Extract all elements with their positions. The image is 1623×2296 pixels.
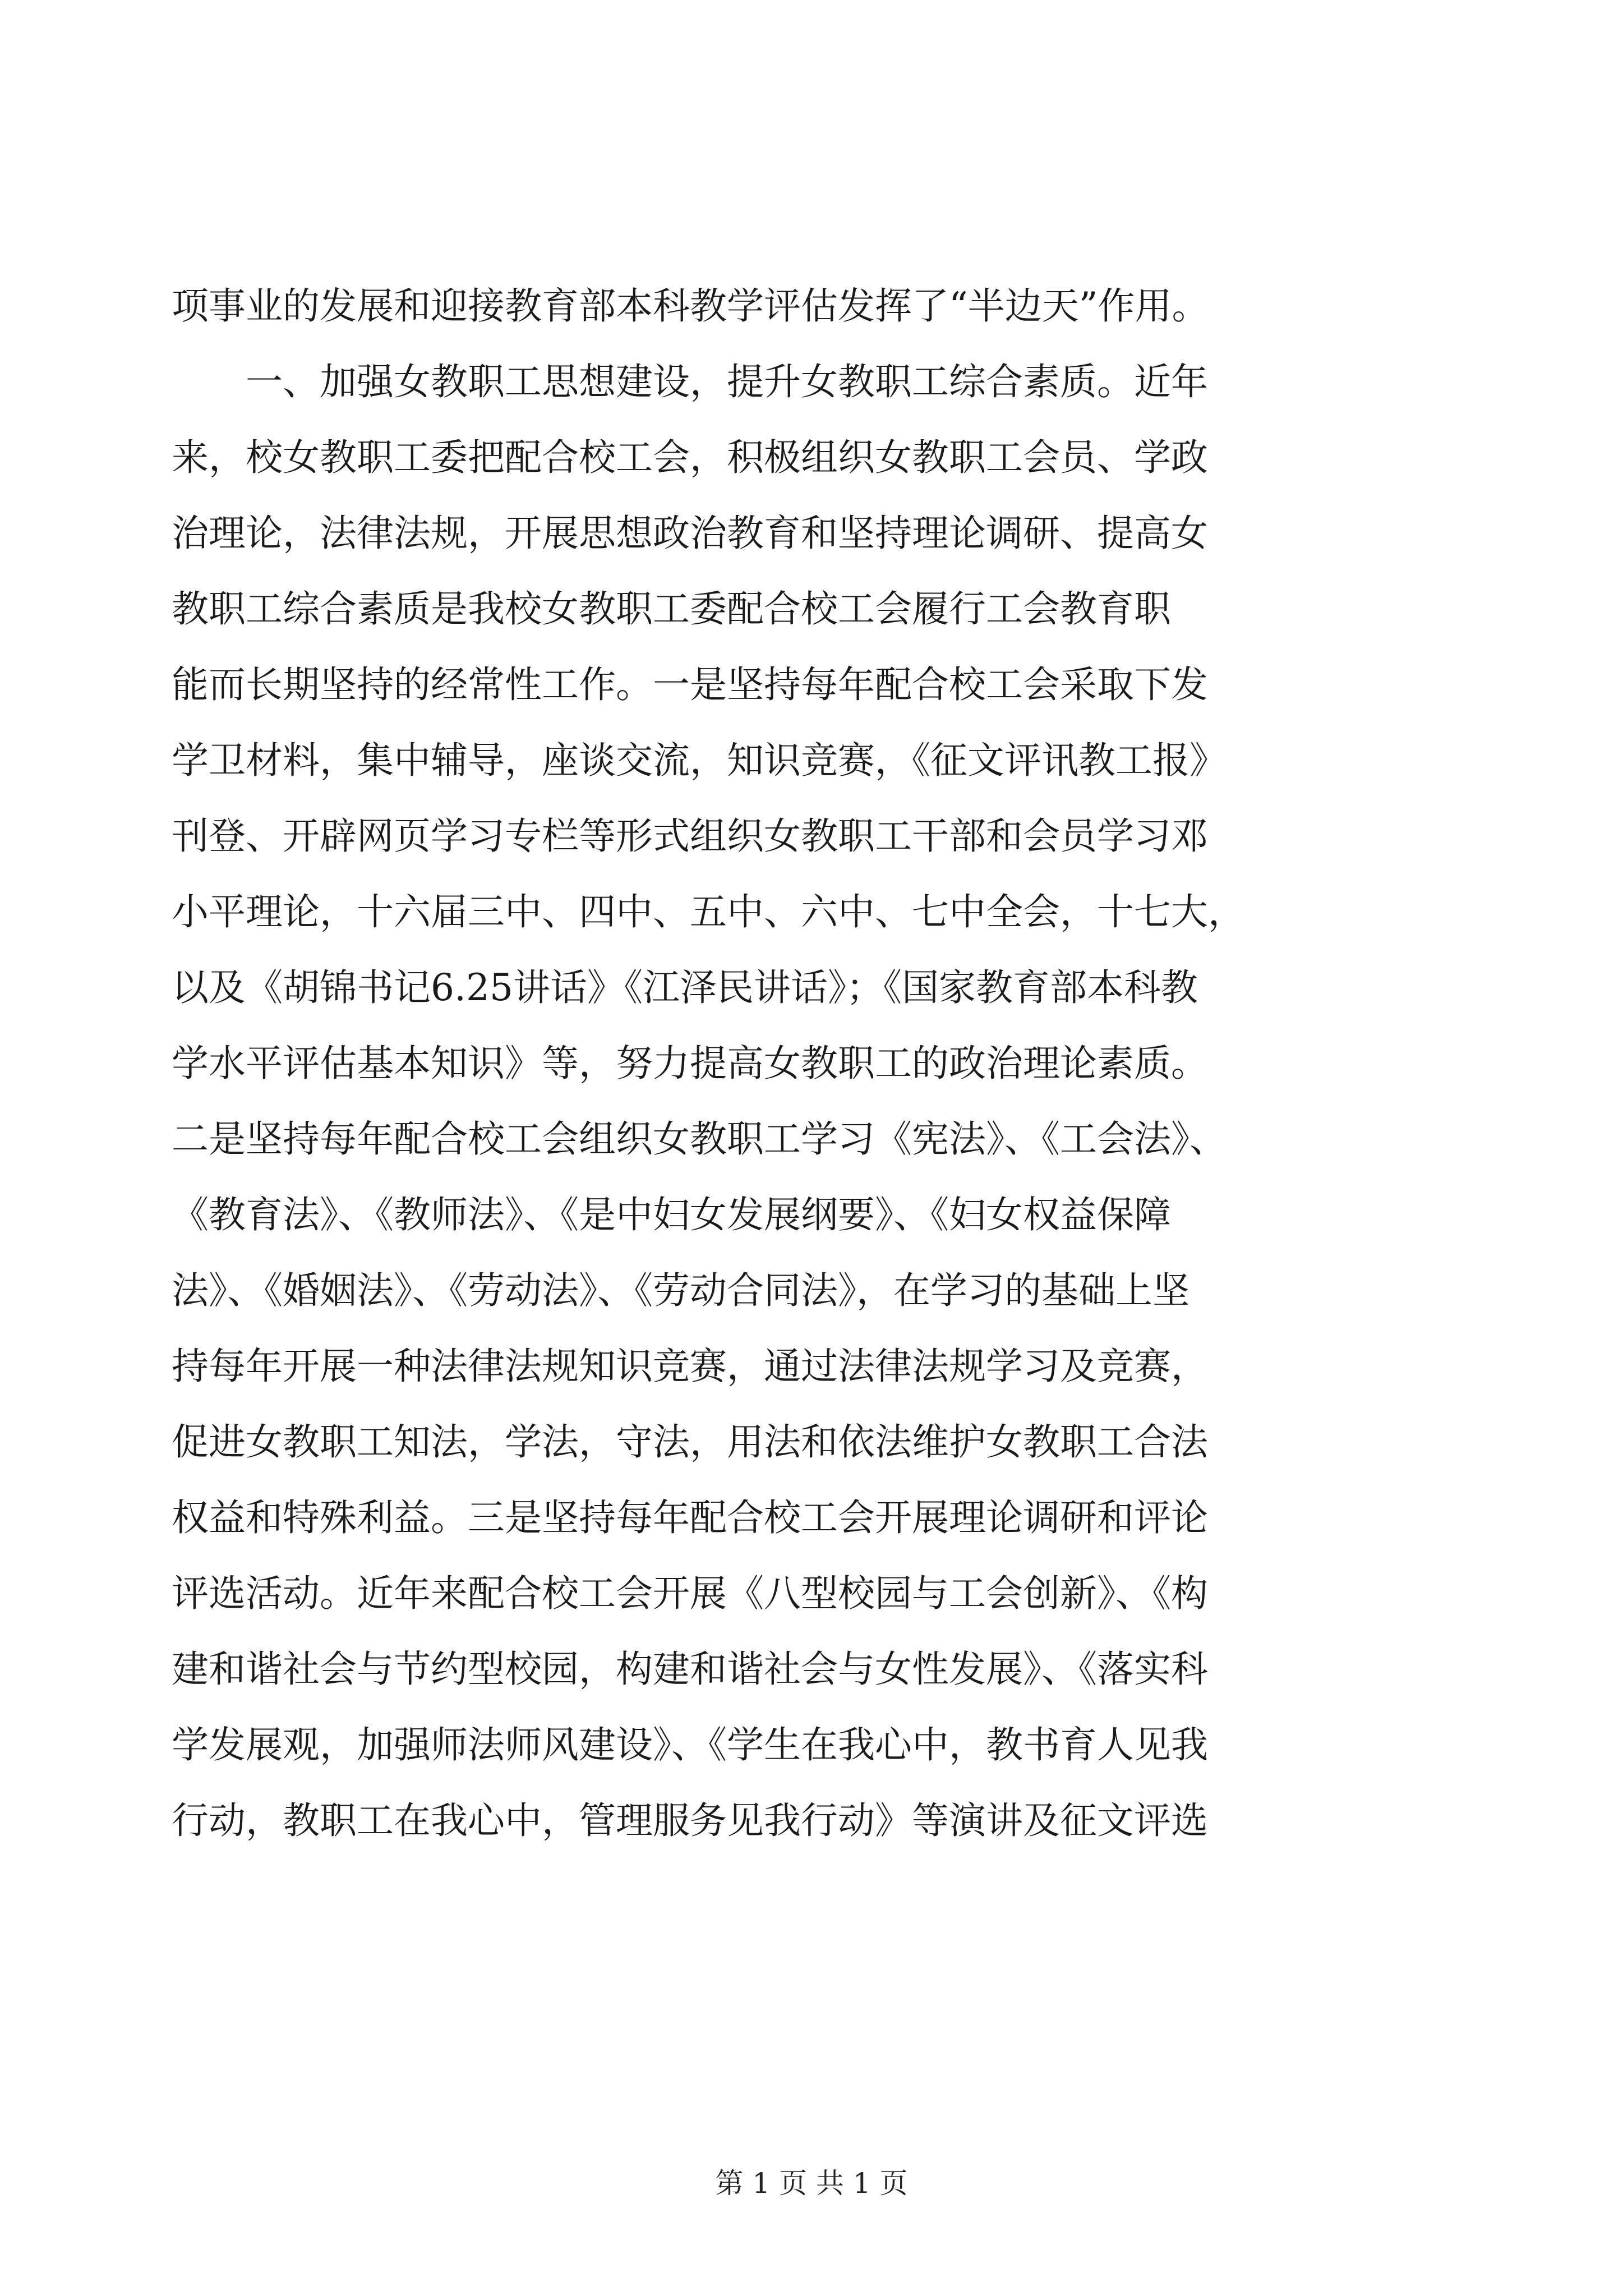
text-line: 法》、《婚姻法》、《劳动法》、《劳动合同法》，在学习的基础上坚 <box>172 1269 1189 1312</box>
page-footer: 第 1 页 共 1 页 <box>715 2167 908 2200</box>
text-line: 来，校女教职工委把配合校工会，积极组织女教职工会员、学政 <box>172 436 1208 479</box>
text-line: 评选活动。近年来配合校工会开展《八型校园与工会创新》、《构 <box>172 1572 1208 1615</box>
text-line: 治理论，法律法规，开展思想政治教育和坚持理论调研、提高女 <box>172 512 1208 555</box>
text-line: 促进女教职工知法，学法，守法，用法和依法维护女教职工合法 <box>172 1420 1208 1464</box>
text-line: 学发展观，加强师法师风建设》、《学生在我心中，教书育人见我 <box>172 1723 1208 1766</box>
text-line: 学水平评估基本知识》等，努力提高女教职工的政治理论素质。 <box>172 1042 1208 1085</box>
text-line: 刊登、开辟网页学习专栏等形式组织女教职工干部和会员学习邓 <box>172 815 1208 858</box>
text-line: 二是坚持每年配合校工会组织女教职工学习《宪法》、《工会法》、 <box>172 1117 1227 1161</box>
text-line: 小平理论，十六届三中、四中、五中、六中、七中全会，十七大， <box>172 890 1245 933</box>
text-line: 项事业的发展和迎接教育部本科教学评估发挥了“半边天”作用。 <box>172 284 1209 328</box>
text-line: 一、加强女教职工思想建设，提升女教职工综合素质。近年 <box>246 360 1208 403</box>
body-text <box>172 268 1428 1858</box>
text-line: 以及《胡锦书记6.25讲话》《江泽民讲话》；《国家教育部本科教 <box>172 966 1198 1009</box>
text-line: 建和谐社会与节约型校园，构建和谐社会与女性发展》、《落实科 <box>172 1648 1208 1691</box>
text-line: 行动，教职工在我心中，管理服务见我行动》等演讲及征文评选 <box>172 1799 1208 1842</box>
text-line: 《教育法》、《教师法》、《是中妇女发展纲要》、《妇女权益保障 <box>172 1193 1171 1236</box>
text-line: 学卫材料，集中辅导，座谈交流，知识竞赛，《征文评讯教工报》 <box>172 739 1227 782</box>
text-line: 持每年开展一种法律法规知识竞赛，通过法律法规学习及竞赛， <box>172 1345 1208 1388</box>
text-line: 教职工综合素质是我校女教职工委配合校工会履行工会教育职 <box>172 587 1171 631</box>
text-line: 能而长期坚持的经常性工作。一是坚持每年配合校工会采取下发 <box>172 663 1208 706</box>
text-line: 权益和特殊利益。三是坚持每年配合校工会开展理论调研和评论 <box>172 1496 1208 1539</box>
